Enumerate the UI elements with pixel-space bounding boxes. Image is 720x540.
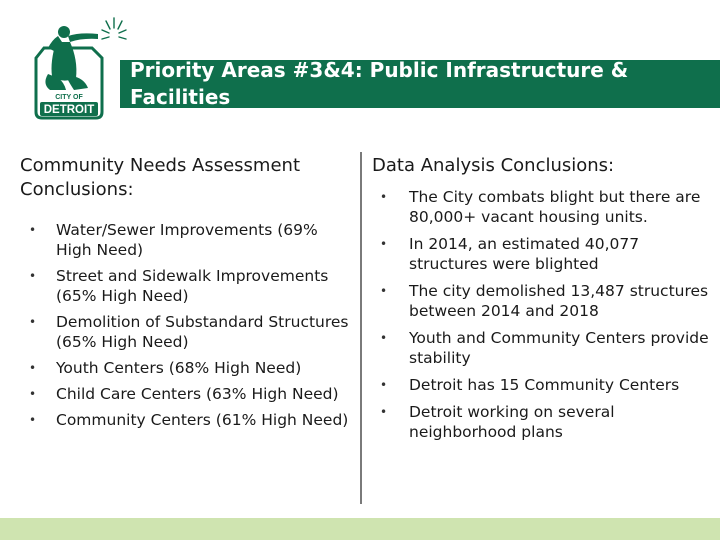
list-item-text: Youth and Community Centers provide stability <box>409 329 709 367</box>
list-item-text: Detroit working on several neighborhood plans <box>409 403 615 441</box>
list-item <box>372 402 712 442</box>
footer-bar <box>0 518 720 540</box>
column-divider <box>360 152 362 504</box>
bullet-icon: • <box>380 378 388 392</box>
bullet-icon: • <box>380 405 388 419</box>
bullet-icon: • <box>380 331 388 345</box>
bullet-icon: • <box>380 237 388 251</box>
slide-title: Priority Areas #3&4: Public Infrastructure & Facilities <box>130 58 629 109</box>
list-item-text: Demolition of Substandard Structures (65% High Need) <box>56 313 349 351</box>
list-item <box>372 187 712 227</box>
logo-line-2: DETROIT <box>43 104 95 116</box>
list-item-text: Street and Sidewalk Improvements (65% High Need) <box>56 267 329 305</box>
list-item-text: The City combats blight but there are 80,000+ vacant housing units. <box>409 188 701 226</box>
data-analysis-heading: Data Analysis Conclusions: <box>372 155 615 176</box>
list-item <box>372 375 712 395</box>
list-item <box>20 312 350 352</box>
list-item <box>372 328 712 368</box>
list-item-text: Community Centers (61% High Need) <box>56 411 349 429</box>
list-item <box>20 358 350 378</box>
list-item-text: Youth Centers (68% High Need) <box>56 359 302 377</box>
bullet-icon: • <box>29 223 37 237</box>
needs-assessment-list <box>20 220 350 430</box>
sunburst-icon <box>102 18 126 39</box>
list-item-text: Water/Sewer Improvements (69% High Need) <box>56 221 318 259</box>
bullet-icon: • <box>29 413 37 427</box>
list-item-text: Child Care Centers (63% High Need) <box>56 385 339 403</box>
bullet-icon: • <box>29 361 37 375</box>
needs-assessment-column <box>20 154 350 436</box>
bullet-icon: • <box>380 284 388 298</box>
city-of-detroit-logo <box>18 14 128 130</box>
list-item <box>20 384 350 404</box>
list-item-text: In 2014, an estimated 40,077 structures were blighted <box>409 235 640 273</box>
data-analysis-list <box>372 187 712 442</box>
needs-assessment-heading: Community Needs Assessment Conclusions: <box>20 155 301 200</box>
bullet-icon: • <box>29 269 37 283</box>
list-item-text: Detroit has 15 Community Centers <box>409 376 680 394</box>
bullet-icon: • <box>380 190 388 204</box>
list-item <box>20 410 350 430</box>
bullet-icon: • <box>29 315 37 329</box>
list-item <box>372 281 712 321</box>
list-item <box>20 266 350 306</box>
bullet-icon: • <box>29 387 37 401</box>
data-analysis-column <box>372 154 712 449</box>
logo-line-1: CITY OF <box>55 94 83 101</box>
list-item-text: The city demolished 13,487 structures between 2014 and 2018 <box>409 282 709 320</box>
list-item <box>372 234 712 274</box>
list-item <box>20 220 350 260</box>
